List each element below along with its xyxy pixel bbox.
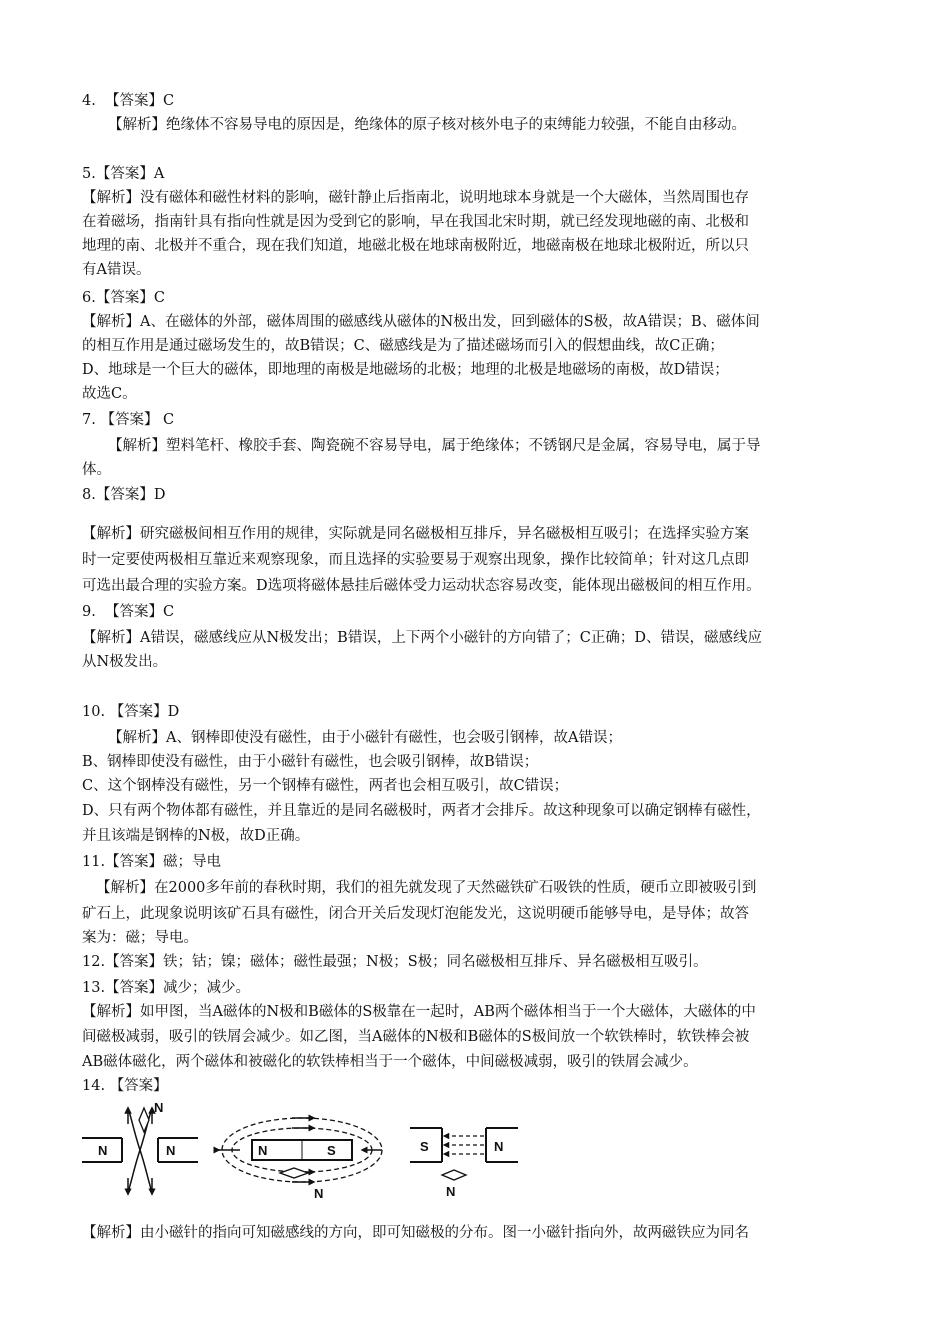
q12-answer: 12.【答案】铁；钴；镍；磁体；磁性最强；N极；S极；同名磁极相互排斥、异名磁极相互吸引。 <box>82 954 708 970</box>
q7-answer: 7. 【答案】 C <box>82 412 175 428</box>
q14-answer: 14. 【答案】 <box>82 1078 168 1094</box>
q13-explanation-line1: 【解析】如甲图，当A磁体的N极和B磁体的S极靠在一起时，AB两个磁体相当于一个大磁体，大磁体的中 <box>82 1004 756 1020</box>
q10-explanation-line2: B、钢棒即使没有磁性，由于小磁针有磁性，也会吸引钢棒，故B错误； <box>82 754 539 770</box>
q6-explanation-line3: D、地球是一个巨大的磁体，即地理的南极是地磁场的北极；地理的北极是地磁场的南极，故D错误； <box>82 362 729 378</box>
fig3-n-pole-label: N <box>494 1139 504 1154</box>
fig1-needle-label: N <box>154 1100 164 1115</box>
q5-explanation-line1: 【解析】没有磁体和磁性材料的影响，磁针静止后指南北，说明地球本身就是一个大磁体，当然周围也存 <box>82 190 749 206</box>
q10-answer: 10. 【答案】D <box>82 704 180 720</box>
fig1-right-pole-label: N <box>166 1143 176 1158</box>
q4-answer: 4. 【答案】C <box>82 93 175 109</box>
q13-explanation-line2: 间磁极减弱，吸引的铁屑会减少。如乙图，当A磁体的N极和B磁体的S极间放一个软铁棒时，软铁棒会被 <box>82 1029 750 1045</box>
figure1-like-poles <box>82 1100 198 1192</box>
q9-explanation-line2: 从N极发出。 <box>82 654 168 670</box>
q10-explanation-line5: 并且该端是钢棒的N极，故D正确。 <box>82 828 310 844</box>
figure2-bar-magnet <box>217 1118 382 1200</box>
q11-explanation-line2: 矿石上，此现象说明该矿石具有磁性，闭合开关后发现灯泡能发光，这说明硬币能够导电，是导体；故答 <box>82 906 749 922</box>
fig2-n-pole-label: N <box>258 1143 268 1158</box>
q7-explanation-line2: 体。 <box>82 462 111 478</box>
fig1-left-pole-label: N <box>98 1143 108 1158</box>
fig2-s-pole-label: S <box>327 1143 336 1158</box>
q14-explanation-line1: 【解析】由小磁针的指向可知磁感线的方向，即可知磁极的分布。图一小磁针指向外，故两磁铁应为同名 <box>82 1225 749 1241</box>
q6-explanation-line4: 故选C。 <box>82 386 137 402</box>
q6-explanation-line1: 【解析】A、在磁体的外部，磁体周围的磁感线从磁体的N极出发，回到磁体的S极，故A错误；B、磁体间 <box>82 314 760 330</box>
q10-explanation-line4: D、只有两个物体都有磁性，并且靠近的是同名磁极时，两者才会排斥。故这种现象可以确定钢棒有磁性， <box>82 803 761 819</box>
fig3-s-pole-label: S <box>420 1139 429 1154</box>
q8-explanation-line3: 可选出最合理的实验方案。D选项将磁体悬挂后磁体受力运动状态容易改变，能体现出磁极间的相互作用。 <box>82 578 761 594</box>
q14-answer-figures <box>82 1100 522 1200</box>
q4-explanation: 【解析】绝缘体不容易导电的原因是，绝缘体的原子核对核外电子的束缚能力较强，不能自由移动。 <box>108 117 746 133</box>
q5-explanation-line2: 在着磁场，指南针具有指向性就是因为受到它的影响，早在我国北宋时期，就已经发现地磁的南、北极和 <box>82 214 749 230</box>
q11-explanation-line1: 【解析】在2000多年前的春秋时期，我们的祖先就发现了天然磁铁矿石吸铁的性质，硬币立即被吸引到 <box>96 880 757 896</box>
q10-explanation-line1: 【解析】A、钢棒即使没有磁性，由于小磁针有磁性，也会吸引钢棒，故A错误； <box>108 730 622 746</box>
q13-explanation-line3: AB磁体磁化，两个磁体和被磁化的软铁棒相当于一个磁体，中间磁极减弱，吸引的铁屑会减少。 <box>82 1054 698 1070</box>
q5-explanation-line3: 地理的南、北极并不重合，现在我们知道，地磁北极在地球南极附近，地磁南极在地球北极附近，所以只 <box>82 238 749 254</box>
q10-explanation-line3: C、这个钢棒没有磁性，另一个钢棒有磁性，两者也会相互吸引，故C错误； <box>82 778 569 794</box>
q5-explanation-line4: 有A错误。 <box>82 262 151 278</box>
q6-explanation-line2: 的相互作用是通过磁场发生的，故B错误；C、磁感线是为了描述磁场而引入的假想曲线，故C正确； <box>82 338 724 354</box>
fig3-needle-label: N <box>446 1184 456 1199</box>
q5-answer: 5.【答案】A <box>82 166 165 182</box>
q8-explanation-line2: 时一定要使两极相互靠近来观察现象，而且选择的实验要易于观察出现象，操作比较简单；针对这几点即 <box>82 552 749 568</box>
q9-explanation-line1: 【解析】A错误，磁感线应从N极发出；B错误，上下两个小磁针的方向错了；C正确；D、错误，磁感线应 <box>82 630 763 646</box>
q7-explanation-line1: 【解析】塑料笔杆、橡胶手套、陶瓷碗不容易导电，属于绝缘体；不锈钢尺是金属，容易导电，属于导 <box>108 438 761 454</box>
q9-answer: 9. 【答案】C <box>82 604 175 620</box>
q11-answer: 11.【答案】磁；导电 <box>82 854 222 870</box>
fig2-compass-needle <box>280 1168 308 1178</box>
q8-explanation-line1: 【解析】研究磁极间相互作用的规律，实际就是同名磁极相互排斥，异名磁极相互吸引；在选择实验方案 <box>82 526 749 542</box>
figure3-opposite-poles <box>410 1128 518 1199</box>
q6-answer: 6.【答案】C <box>82 290 165 306</box>
fig2-needle-label: N <box>314 1186 324 1200</box>
q8-answer: 8.【答案】D <box>82 487 166 503</box>
fig3-compass-needle <box>442 1170 466 1180</box>
fig1-compass-needle <box>139 1108 149 1132</box>
q13-answer: 13.【答案】减少；减少。 <box>82 980 251 996</box>
q11-explanation-line3: 案为：磁；导电。 <box>82 930 198 946</box>
